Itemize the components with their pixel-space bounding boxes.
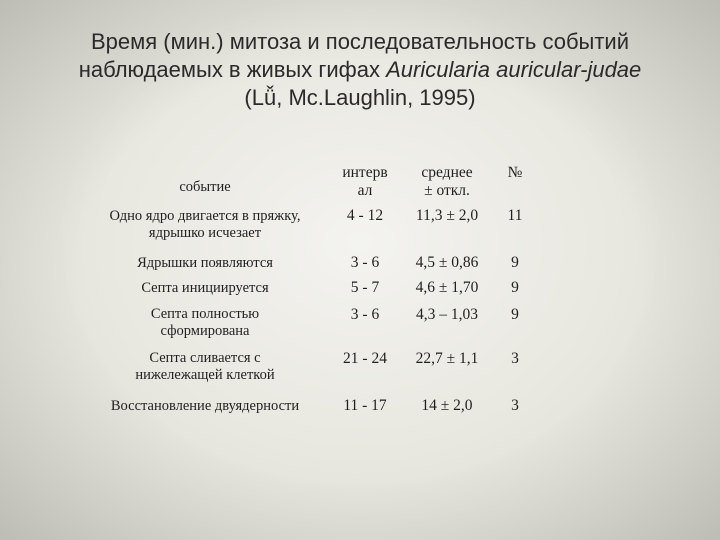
header-interval-line-1: интерв [342,164,388,181]
n-cell: 11 [507,207,523,224]
header-mean-line-2: ± откл. [424,182,470,199]
mean-cell: 14 ± 2,0 [421,397,473,414]
title-line-3: (Lǚ, Mc.Laughlin, 1995) [244,85,476,110]
interval-cell: 3 - 6 [350,254,380,271]
header-mean-line-1: среднее [421,164,473,181]
interval-cell: 21 - 24 [343,350,387,367]
event-line-2: нижележащей клеткой [135,367,275,383]
event-cell [80,208,330,242]
title-line-1: Время (мин.) митоза и последовательность событий [90,29,630,54]
title-line-2 [20,56,700,84]
event-cell [80,255,330,272]
header-event: событие [179,179,231,195]
mean-cell: 22,7 ± 1,1 [415,350,479,367]
event-line-1: Ядрышки появляются [137,255,273,271]
event-line-1: Септа инициируется [141,280,269,296]
header-interval-line-2: ал [357,182,373,199]
n-cell: 3 [511,397,519,414]
title-line-2-prefix: наблюдаемых в живых гифах [78,57,387,82]
event-cell [70,398,340,415]
interval-cell: 5 - 7 [350,279,380,296]
n-cell: 9 [511,279,519,296]
n-cell: 9 [511,254,519,271]
slide-title [20,28,700,112]
mean-cell: 11,3 ± 2,0 [415,207,479,224]
n-cell: 9 [511,306,519,323]
n-cell: 3 [511,350,519,367]
mean-cell: 4,5 ± 0,86 [415,254,479,271]
event-cell [80,280,330,297]
mean-cell: 4,3 – 1,03 [416,306,478,323]
mean-cell: 4,6 ± 1,70 [415,279,479,296]
interval-cell: 3 - 6 [350,306,380,323]
event-cell [80,306,330,340]
event-line-2: сформирована [160,323,250,339]
event-line-1: Септа полностью [150,306,260,322]
title-species: Auricularia auricular-judae [386,57,642,82]
event-line-2: ядрышко исчезает [148,225,262,241]
interval-cell: 4 - 12 [346,207,384,224]
event-line-1: Восстановление двуядерности [110,398,300,414]
header-n: № [507,164,523,181]
interval-cell: 11 - 17 [343,397,387,414]
event-line-1: Одно ядро двигается в пряжку, [109,208,301,224]
event-cell [80,350,330,384]
event-line-1: Септа сливается с [149,350,261,366]
